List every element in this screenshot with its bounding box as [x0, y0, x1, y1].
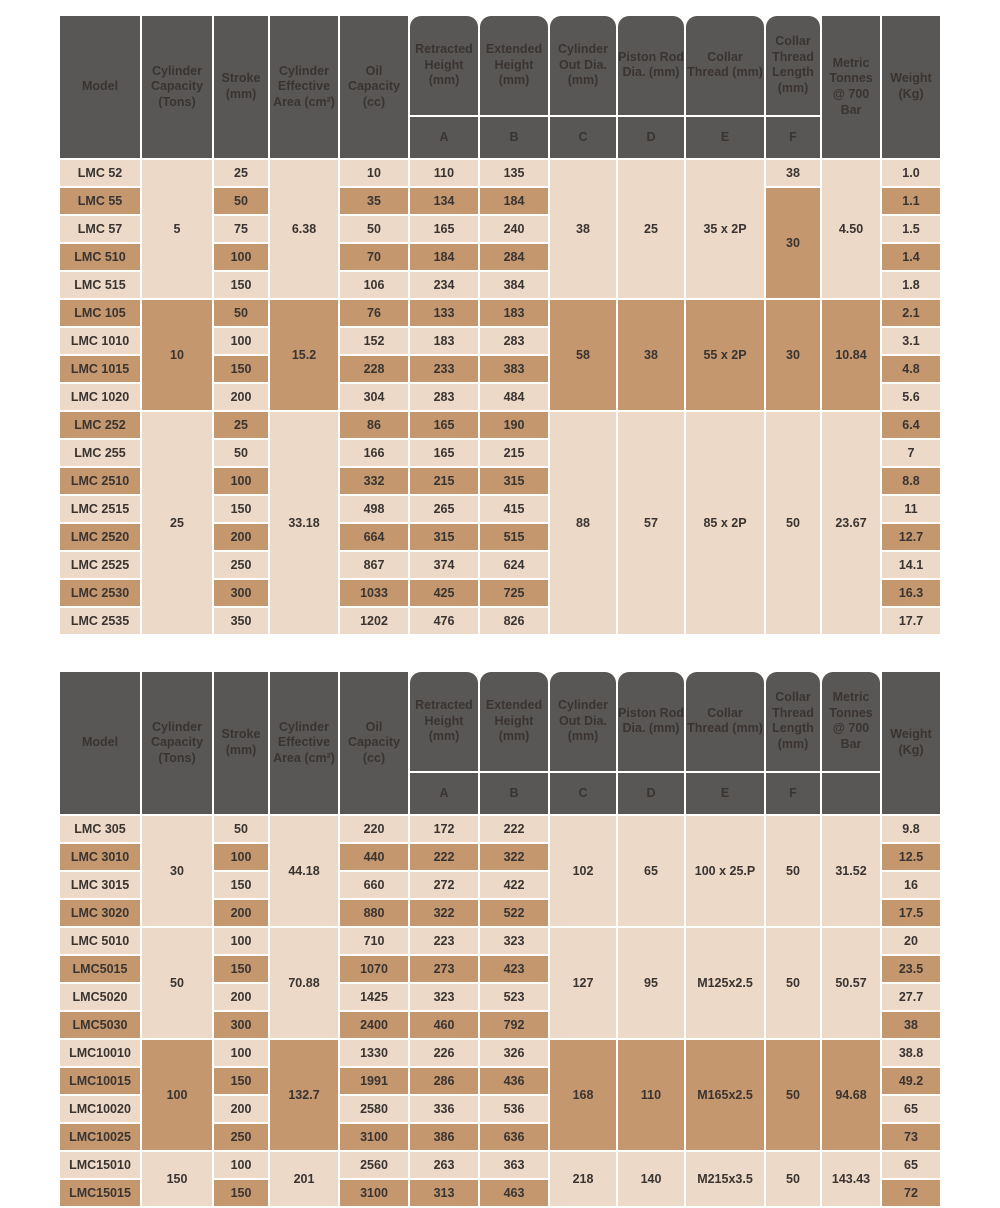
cell-weight: 73 [882, 1124, 940, 1150]
cell-b: 135 [480, 160, 548, 186]
cell-area: 70.88 [270, 928, 338, 1038]
cell-model: LMC 1010 [60, 328, 140, 354]
cell-a: 233 [410, 356, 478, 382]
table-row [60, 412, 940, 438]
cell-b: 183 [480, 300, 548, 326]
table-body-2 [60, 816, 940, 1206]
table-row [60, 1152, 940, 1178]
cell-b: 484 [480, 384, 548, 410]
cell-weight: 38.8 [882, 1040, 940, 1066]
cell-weight: 6.4 [882, 412, 940, 438]
subheader-c: C [550, 117, 616, 158]
cell-stroke: 100 [214, 468, 268, 494]
col-header-collar-thread-length: Collar Thread Length (mm) [766, 16, 820, 115]
subheader-c: C [550, 773, 616, 814]
table-row [60, 160, 940, 186]
cell-oil: 867 [340, 552, 408, 578]
cell-model: LMC10010 [60, 1040, 140, 1066]
cell-a: 134 [410, 188, 478, 214]
cell-a: 165 [410, 440, 478, 466]
cell-stroke: 75 [214, 216, 268, 242]
cell-f: 50 [766, 412, 820, 634]
cell-b: 436 [480, 1068, 548, 1094]
cell-e: 35 x 2P [686, 160, 764, 298]
subheader-a: A [410, 117, 478, 158]
cell-capacity: 30 [142, 816, 212, 926]
cell-b: 283 [480, 328, 548, 354]
cell-a: 322 [410, 900, 478, 926]
cell-e: M165x2.5 [686, 1040, 764, 1150]
cell-weight: 72 [882, 1180, 940, 1206]
cell-oil: 1202 [340, 608, 408, 634]
cell-b: 536 [480, 1096, 548, 1122]
cell-a: 215 [410, 468, 478, 494]
cell-oil: 166 [340, 440, 408, 466]
cell-stroke: 150 [214, 956, 268, 982]
cell-b: 624 [480, 552, 548, 578]
cell-model: LMC10015 [60, 1068, 140, 1094]
cell-model: LMC 2530 [60, 580, 140, 606]
spec-table-1 [58, 14, 942, 636]
cell-weight: 8.8 [882, 468, 940, 494]
cell-b: 215 [480, 440, 548, 466]
cell-b: 725 [480, 580, 548, 606]
cell-model: LMC5015 [60, 956, 140, 982]
cell-oil: 70 [340, 244, 408, 270]
cell-stroke: 300 [214, 580, 268, 606]
cell-a: 184 [410, 244, 478, 270]
cell-d: 65 [618, 816, 684, 926]
col-header-metric-tonnes: Metric Tonnes @ 700 Bar [822, 16, 880, 158]
cell-a: 476 [410, 608, 478, 634]
cell-oil: 3100 [340, 1180, 408, 1206]
cell-c: 58 [550, 300, 616, 410]
table-header-row [60, 16, 940, 115]
cell-d: 38 [618, 300, 684, 410]
subheader-e: E [686, 773, 764, 814]
cell-b: 323 [480, 928, 548, 954]
cell-model: LMC 255 [60, 440, 140, 466]
cell-weight: 2.1 [882, 300, 940, 326]
cell-oil: 2560 [340, 1152, 408, 1178]
cell-f: 50 [766, 816, 820, 926]
cell-a: 133 [410, 300, 478, 326]
cell-b: 284 [480, 244, 548, 270]
cell-model: LMC 1020 [60, 384, 140, 410]
cell-oil: 220 [340, 816, 408, 842]
cell-oil: 1330 [340, 1040, 408, 1066]
spec-table-2 [58, 670, 942, 1208]
cell-stroke: 150 [214, 1068, 268, 1094]
col-header-collar-thread-length: Collar Thread Length (mm) [766, 672, 820, 771]
cell-b: 792 [480, 1012, 548, 1038]
cell-b: 322 [480, 844, 548, 870]
cell-model: LMC 57 [60, 216, 140, 242]
cell-model: LMC5030 [60, 1012, 140, 1038]
cell-b: 326 [480, 1040, 548, 1066]
cell-area: 33.18 [270, 412, 338, 634]
cell-weight: 17.5 [882, 900, 940, 926]
table-row [60, 1040, 940, 1066]
cell-stroke: 200 [214, 524, 268, 550]
cell-model: LMC 3020 [60, 900, 140, 926]
subheader-metric-tonnes-blank [822, 773, 880, 814]
cell-weight: 12.5 [882, 844, 940, 870]
cell-stroke: 150 [214, 356, 268, 382]
cell-a: 273 [410, 956, 478, 982]
cell-weight: 12.7 [882, 524, 940, 550]
cell-mt: 23.67 [822, 412, 880, 634]
cell-model: LMC 3010 [60, 844, 140, 870]
cell-model: LMC 52 [60, 160, 140, 186]
cell-stroke: 100 [214, 844, 268, 870]
cell-stroke: 200 [214, 384, 268, 410]
cell-f: 30 [766, 188, 820, 298]
cell-c: 88 [550, 412, 616, 634]
cell-a: 110 [410, 160, 478, 186]
cell-b: 240 [480, 216, 548, 242]
cell-b: 315 [480, 468, 548, 494]
cell-b: 522 [480, 900, 548, 926]
cell-oil: 440 [340, 844, 408, 870]
cell-b: 383 [480, 356, 548, 382]
cell-d: 57 [618, 412, 684, 634]
col-header-retracted-height: Retracted Height (mm) [410, 672, 478, 771]
subheader-b: B [480, 117, 548, 158]
cell-mt: 94.68 [822, 1040, 880, 1150]
cell-oil: 3100 [340, 1124, 408, 1150]
cell-weight: 17.7 [882, 608, 940, 634]
cell-stroke: 50 [214, 440, 268, 466]
cell-weight: 1.5 [882, 216, 940, 242]
cell-stroke: 150 [214, 496, 268, 522]
subheader-d: D [618, 773, 684, 814]
cell-model: LMC 2515 [60, 496, 140, 522]
cell-a: 165 [410, 216, 478, 242]
cell-a: 323 [410, 984, 478, 1010]
cell-model: LMC 510 [60, 244, 140, 270]
cell-oil: 710 [340, 928, 408, 954]
col-header-cylinder-capacity: Cylinder Capacity (Tons) [142, 16, 212, 158]
cell-model: LMC 3015 [60, 872, 140, 898]
cell-weight: 16 [882, 872, 940, 898]
cell-b: 422 [480, 872, 548, 898]
cell-a: 272 [410, 872, 478, 898]
cell-weight: 23.5 [882, 956, 940, 982]
cell-oil: 76 [340, 300, 408, 326]
col-header-extended-height: Extended Height (mm) [480, 672, 548, 771]
cell-oil: 660 [340, 872, 408, 898]
cell-stroke: 350 [214, 608, 268, 634]
cell-oil: 10 [340, 160, 408, 186]
cell-a: 283 [410, 384, 478, 410]
cell-model: LMC 1015 [60, 356, 140, 382]
cell-stroke: 25 [214, 160, 268, 186]
cell-weight: 38 [882, 1012, 940, 1038]
cell-oil: 304 [340, 384, 408, 410]
cell-model: LMC5020 [60, 984, 140, 1010]
cell-a: 223 [410, 928, 478, 954]
subheader-b: B [480, 773, 548, 814]
cell-b: 423 [480, 956, 548, 982]
cell-b: 190 [480, 412, 548, 438]
cell-stroke: 100 [214, 1040, 268, 1066]
col-header-effective-area: Cylinder Effective Area (cm²) [270, 16, 338, 158]
cell-weight: 5.6 [882, 384, 940, 410]
cell-b: 515 [480, 524, 548, 550]
cell-stroke: 150 [214, 1180, 268, 1206]
cell-c: 38 [550, 160, 616, 298]
cell-weight: 1.1 [882, 188, 940, 214]
cell-area: 44.18 [270, 816, 338, 926]
cell-model: LMC 2510 [60, 468, 140, 494]
cell-a: 222 [410, 844, 478, 870]
cell-weight: 1.4 [882, 244, 940, 270]
cell-capacity: 10 [142, 300, 212, 410]
cell-d: 110 [618, 1040, 684, 1150]
col-header-extended-height: Extended Height (mm) [480, 16, 548, 115]
table-row [60, 300, 940, 326]
cell-stroke: 50 [214, 188, 268, 214]
cell-capacity: 5 [142, 160, 212, 298]
cell-model: LMC15015 [60, 1180, 140, 1206]
cell-b: 415 [480, 496, 548, 522]
cell-mt: 31.52 [822, 816, 880, 926]
cell-b: 826 [480, 608, 548, 634]
cell-capacity: 25 [142, 412, 212, 634]
col-header-collar-thread: Collar Thread (mm) [686, 672, 764, 771]
cell-mt: 50.57 [822, 928, 880, 1038]
subheader-f: F [766, 773, 820, 814]
cell-a: 336 [410, 1096, 478, 1122]
cell-capacity: 150 [142, 1152, 212, 1206]
cell-a: 263 [410, 1152, 478, 1178]
cell-weight: 1.8 [882, 272, 940, 298]
cell-f: 30 [766, 300, 820, 410]
cell-stroke: 200 [214, 900, 268, 926]
cell-stroke: 50 [214, 300, 268, 326]
cell-d: 140 [618, 1152, 684, 1206]
cell-weight: 49.2 [882, 1068, 940, 1094]
table-header-row [60, 672, 940, 771]
cell-c: 127 [550, 928, 616, 1038]
table-separator [0, 636, 1000, 670]
cell-weight: 11 [882, 496, 940, 522]
cell-capacity: 100 [142, 1040, 212, 1150]
cell-stroke: 50 [214, 816, 268, 842]
cell-a: 172 [410, 816, 478, 842]
cell-mt: 143.43 [822, 1152, 880, 1206]
cell-model: LMC 2525 [60, 552, 140, 578]
cell-oil: 880 [340, 900, 408, 926]
cell-d: 25 [618, 160, 684, 298]
col-header-effective-area: Cylinder Effective Area (cm²) [270, 672, 338, 814]
cell-a: 226 [410, 1040, 478, 1066]
cell-area: 6.38 [270, 160, 338, 298]
cell-a: 425 [410, 580, 478, 606]
cell-weight: 1.0 [882, 160, 940, 186]
cell-a: 265 [410, 496, 478, 522]
cell-capacity: 50 [142, 928, 212, 1038]
cell-stroke: 150 [214, 272, 268, 298]
cell-area: 15.2 [270, 300, 338, 410]
cell-oil: 50 [340, 216, 408, 242]
col-header-piston-rod-dia: Piston Rod Dia. (mm) [618, 16, 684, 115]
cell-a: 234 [410, 272, 478, 298]
cell-model: LMC10025 [60, 1124, 140, 1150]
cell-weight: 4.8 [882, 356, 940, 382]
cell-c: 168 [550, 1040, 616, 1150]
col-header-stroke: Stroke (mm) [214, 672, 268, 814]
cell-stroke: 100 [214, 328, 268, 354]
cell-oil: 35 [340, 188, 408, 214]
cell-oil: 1991 [340, 1068, 408, 1094]
cell-model: LMC 105 [60, 300, 140, 326]
cell-weight: 3.1 [882, 328, 940, 354]
cell-d: 95 [618, 928, 684, 1038]
cell-oil: 152 [340, 328, 408, 354]
cell-model: LMC 252 [60, 412, 140, 438]
cell-model: LMC 2520 [60, 524, 140, 550]
cell-weight: 65 [882, 1152, 940, 1178]
cell-e: 55 x 2P [686, 300, 764, 410]
cell-mt: 10.84 [822, 300, 880, 410]
cell-model: LMC10020 [60, 1096, 140, 1122]
cell-oil: 332 [340, 468, 408, 494]
cell-f: 38 [766, 160, 820, 186]
cell-weight: 14.1 [882, 552, 940, 578]
cell-b: 384 [480, 272, 548, 298]
cell-stroke: 100 [214, 1152, 268, 1178]
cell-c: 102 [550, 816, 616, 926]
cell-f: 50 [766, 928, 820, 1038]
cell-e: 100 x 25.P [686, 816, 764, 926]
cell-model: LMC 55 [60, 188, 140, 214]
cell-b: 463 [480, 1180, 548, 1206]
cell-b: 523 [480, 984, 548, 1010]
col-header-stroke: Stroke (mm) [214, 16, 268, 158]
cell-stroke: 250 [214, 552, 268, 578]
cell-oil: 2580 [340, 1096, 408, 1122]
subheader-e: E [686, 117, 764, 158]
cell-stroke: 200 [214, 1096, 268, 1122]
cell-oil: 1033 [340, 580, 408, 606]
col-header-cylinder-out-dia: Cylinder Out Dia. (mm) [550, 16, 616, 115]
col-header-piston-rod-dia: Piston Rod Dia. (mm) [618, 672, 684, 771]
subheader-f: F [766, 117, 820, 158]
cell-a: 165 [410, 412, 478, 438]
cell-oil: 86 [340, 412, 408, 438]
cell-stroke: 300 [214, 1012, 268, 1038]
table-body-1 [60, 160, 940, 634]
col-header-metric-tonnes: Metric Tonnes @ 700 Bar [822, 672, 880, 771]
cell-mt: 4.50 [822, 160, 880, 298]
cell-f: 50 [766, 1152, 820, 1206]
cell-b: 222 [480, 816, 548, 842]
cell-b: 636 [480, 1124, 548, 1150]
cell-e: 85 x 2P [686, 412, 764, 634]
col-header-retracted-height: Retracted Height (mm) [410, 16, 478, 115]
cell-e: M215x3.5 [686, 1152, 764, 1206]
cell-a: 315 [410, 524, 478, 550]
cell-oil: 498 [340, 496, 408, 522]
cell-weight: 65 [882, 1096, 940, 1122]
col-header-weight: Weight (Kg) [882, 672, 940, 814]
cell-stroke: 250 [214, 1124, 268, 1150]
cell-oil: 2400 [340, 1012, 408, 1038]
cell-stroke: 100 [214, 928, 268, 954]
col-header-weight: Weight (Kg) [882, 16, 940, 158]
table-row [60, 816, 940, 842]
cell-a: 183 [410, 328, 478, 354]
cell-oil: 228 [340, 356, 408, 382]
cell-oil: 1425 [340, 984, 408, 1010]
cell-oil: 106 [340, 272, 408, 298]
cell-weight: 27.7 [882, 984, 940, 1010]
cell-f: 50 [766, 1040, 820, 1150]
cell-a: 386 [410, 1124, 478, 1150]
cell-weight: 9.8 [882, 816, 940, 842]
cell-e: M125x2.5 [686, 928, 764, 1038]
cell-area: 132.7 [270, 1040, 338, 1150]
cell-a: 286 [410, 1068, 478, 1094]
cell-weight: 16.3 [882, 580, 940, 606]
col-header-model: Model [60, 16, 140, 158]
cell-a: 313 [410, 1180, 478, 1206]
col-header-cylinder-out-dia: Cylinder Out Dia. (mm) [550, 672, 616, 771]
cell-model: LMC 305 [60, 816, 140, 842]
col-header-collar-thread: Collar Thread (mm) [686, 16, 764, 115]
col-header-oil-capacity: Oil Capacity (cc) [340, 16, 408, 158]
cell-b: 363 [480, 1152, 548, 1178]
cell-weight: 20 [882, 928, 940, 954]
cell-oil: 1070 [340, 956, 408, 982]
cell-stroke: 100 [214, 244, 268, 270]
subheader-d: D [618, 117, 684, 158]
subheader-a: A [410, 773, 478, 814]
cell-area: 201 [270, 1152, 338, 1206]
cell-model: LMC 5010 [60, 928, 140, 954]
cell-stroke: 25 [214, 412, 268, 438]
col-header-cylinder-capacity: Cylinder Capacity (Tons) [142, 672, 212, 814]
cell-a: 374 [410, 552, 478, 578]
col-header-oil-capacity: Oil Capacity (cc) [340, 672, 408, 814]
cell-b: 184 [480, 188, 548, 214]
col-header-model: Model [60, 672, 140, 814]
cell-c: 218 [550, 1152, 616, 1206]
cell-stroke: 150 [214, 872, 268, 898]
cell-weight: 7 [882, 440, 940, 466]
cell-model: LMC 515 [60, 272, 140, 298]
cell-stroke: 200 [214, 984, 268, 1010]
cell-oil: 664 [340, 524, 408, 550]
cell-model: LMC15010 [60, 1152, 140, 1178]
table-row [60, 928, 940, 954]
cell-model: LMC 2535 [60, 608, 140, 634]
cell-a: 460 [410, 1012, 478, 1038]
